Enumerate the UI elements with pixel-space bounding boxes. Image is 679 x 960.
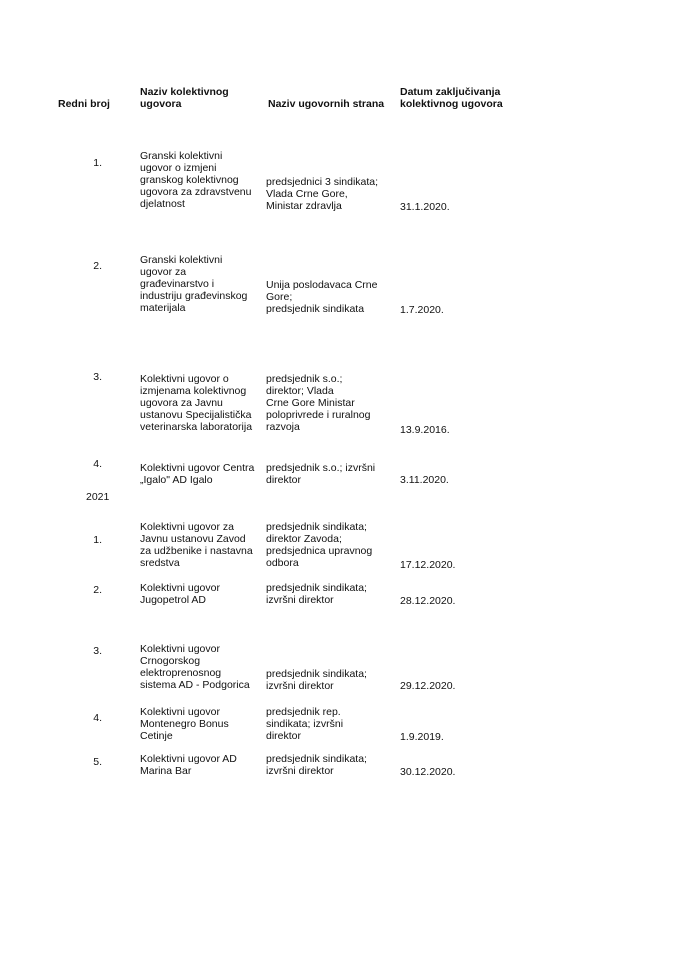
contracting-parties: predsjednik rep. sindikata; izvršni direktor [266,706,344,742]
header-datum: Datum zaključivanja kolektivnog ugovora [400,86,503,110]
agreement-name: Kolektivni ugovor za Javnu ustanovu Zavod za udžbenike i nastavna sredstva [140,521,253,569]
contracting-parties: predsjednik sindikata; izvršni direktor [266,582,367,606]
agreement-name: Kolektivni ugovor Jugopetrol AD [140,582,220,606]
conclusion-date: 13.9.2016. [400,424,450,436]
agreement-name: Kolektivni ugovor Montenegro Bonus Cetinje [140,706,229,742]
row-number: 4. [93,458,102,470]
contracting-parties: predsjednik sindikata; izvršni direktor [266,753,367,777]
contracting-parties: predsjednici 3 sindikata; Vlada Crne Gore, Ministar zdravlja [266,176,379,212]
contracting-parties: Unija poslodavaca Crne Gore; predsjednik sindikata [266,279,378,315]
conclusion-date: 31.1.2020. [400,201,450,213]
contracting-parties: predsjednik sindikata; direktor Zavoda; predsjednica upravnog odbora [266,521,373,569]
row-number: 2. [93,260,102,272]
agreement-name: Granski kolektivni ugovor o izmjeni granskog kolektivnog ugovora za zdravstvenu djelatnost [140,150,252,210]
contracting-parties: predsjednik s.o.; direktor; Vlada Crne Gore Ministar poloprivrede i ruralnog razvoja [266,373,371,433]
row-number: 1. [93,157,102,169]
row-number: 3. [93,371,102,383]
agreement-name: Kolektivni ugovor Crnogorskog elektroprenosnog sistema AD - Podgorica [140,643,250,691]
agreement-name: Kolektivni ugovor o izmjenama kolektivnog ugovora za Javnu ustanovu Specijalistička veterinarska laboratorija [140,373,253,433]
row-number: 4. [93,712,102,724]
conclusion-date: 1.9.2019. [400,731,444,743]
agreement-name: Granski kolektivni ugovor za građevinarstvo i industriju građevinskog materijala [140,254,248,314]
header-redni-broj: Redni broj [58,98,110,110]
conclusion-date: 29.12.2020. [400,680,456,692]
header-ugovorne-strane: Naziv ugovornih strana [268,98,385,110]
agreement-name: Kolektivni ugovor Centra „Igalo" AD Igalo [140,462,255,486]
contracting-parties: predsjednik s.o.; izvršni direktor [266,462,376,486]
row-number: 1. [93,534,102,546]
conclusion-date: 3.11.2020. [400,474,449,486]
agreement-name: Kolektivni ugovor AD Marina Bar [140,753,237,777]
header-naziv-ugovora: Naziv kolektivnog ugovora [140,86,229,110]
conclusion-date: 17.12.2020. [400,559,456,571]
conclusion-date: 1.7.2020. [400,304,444,316]
row-number: 2. [93,584,102,596]
row-number: 3. [93,645,102,657]
contracting-parties: predsjednik sindikata; izvršni direktor [266,668,367,692]
conclusion-date: 30.12.2020. [400,766,456,778]
year-label: 2021 [86,491,110,503]
row-number: 5. [93,756,102,768]
conclusion-date: 28.12.2020. [400,595,456,607]
